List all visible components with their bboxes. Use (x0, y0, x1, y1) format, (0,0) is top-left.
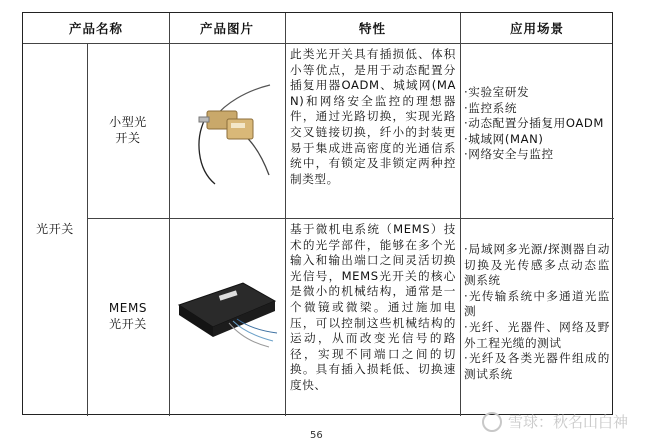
header-product-name: 产品名称 (68, 21, 123, 36)
row1-applications (464, 85, 610, 163)
watermark (482, 411, 628, 432)
col-divider-3 (285, 13, 286, 416)
category-cell: 光开关 (36, 221, 74, 236)
small-optical-switch-image (185, 79, 275, 189)
header-features: 特性 (358, 21, 386, 36)
row2-name-line1: MEMS (108, 301, 148, 316)
page-number: 56 (310, 430, 323, 441)
watermark-text: 雪球：秋名山白神 (507, 413, 628, 431)
header-applications: 应用场景 (509, 21, 564, 36)
row1-app-5: ·网络安全与监控 (464, 147, 554, 162)
header-product-image: 产品图片 (199, 21, 254, 36)
col-divider-2 (169, 13, 170, 416)
row1-app-3: ·动态配置分插复用OADM (464, 116, 605, 131)
row1-app-1: ·实验室研发 (464, 85, 530, 99)
row2-name (87, 218, 169, 416)
mems-optical-switch-image (173, 271, 281, 351)
row2-app-3: ·光纤、光器件、网络及野外工程光缆的测试 (464, 319, 610, 350)
row2-app-1: ·局域网多光源/探测器自动切换及光传感多点动态监测系统 (464, 242, 610, 288)
row1-name-line2: 开关 (115, 130, 141, 145)
snowball-logo-icon (482, 412, 502, 432)
row1-features: 此类光开关具有插损低、体积小等优点，是用于动态配置分插复用器OADM、城域网(MAN)和网络安全监控的理想器件，通过光路切换，实现光路交叉链接切换，纤小的封装更易于集成进高密度的光通信系统中，有锁定及非锁定两种控制类型。 (290, 47, 456, 186)
row2-app-2: ·光传输系统中多通道光监测 (464, 288, 610, 319)
row1-app-4: ·城域网(MAN) (464, 131, 544, 146)
row2-app-4: ·光纤及各类光器件组成的测试系统 (464, 351, 610, 381)
row1-name (87, 43, 169, 218)
row1-name-line1: 小型光 (109, 114, 147, 129)
col-divider-4 (460, 13, 461, 416)
row2-applications (464, 242, 610, 382)
row2-name-line2: 光开关 (109, 317, 147, 331)
product-table (22, 12, 613, 415)
row1-app-2: ·监控系统 (464, 100, 518, 115)
row2-features: 基于微机电系统（MEMS）技术的光学部件，能够在多个光输入和输出端口之间灵活切换光信号，MEMS光开关的核心是微小的机械结构，通常是一个微镜或微梁。通过施加电压，可以控制这些机械结构的运动，从而改变光信号的路径，实现不同端口之间的切换。具有插入损耗低、切换速度快、 (290, 222, 456, 392)
